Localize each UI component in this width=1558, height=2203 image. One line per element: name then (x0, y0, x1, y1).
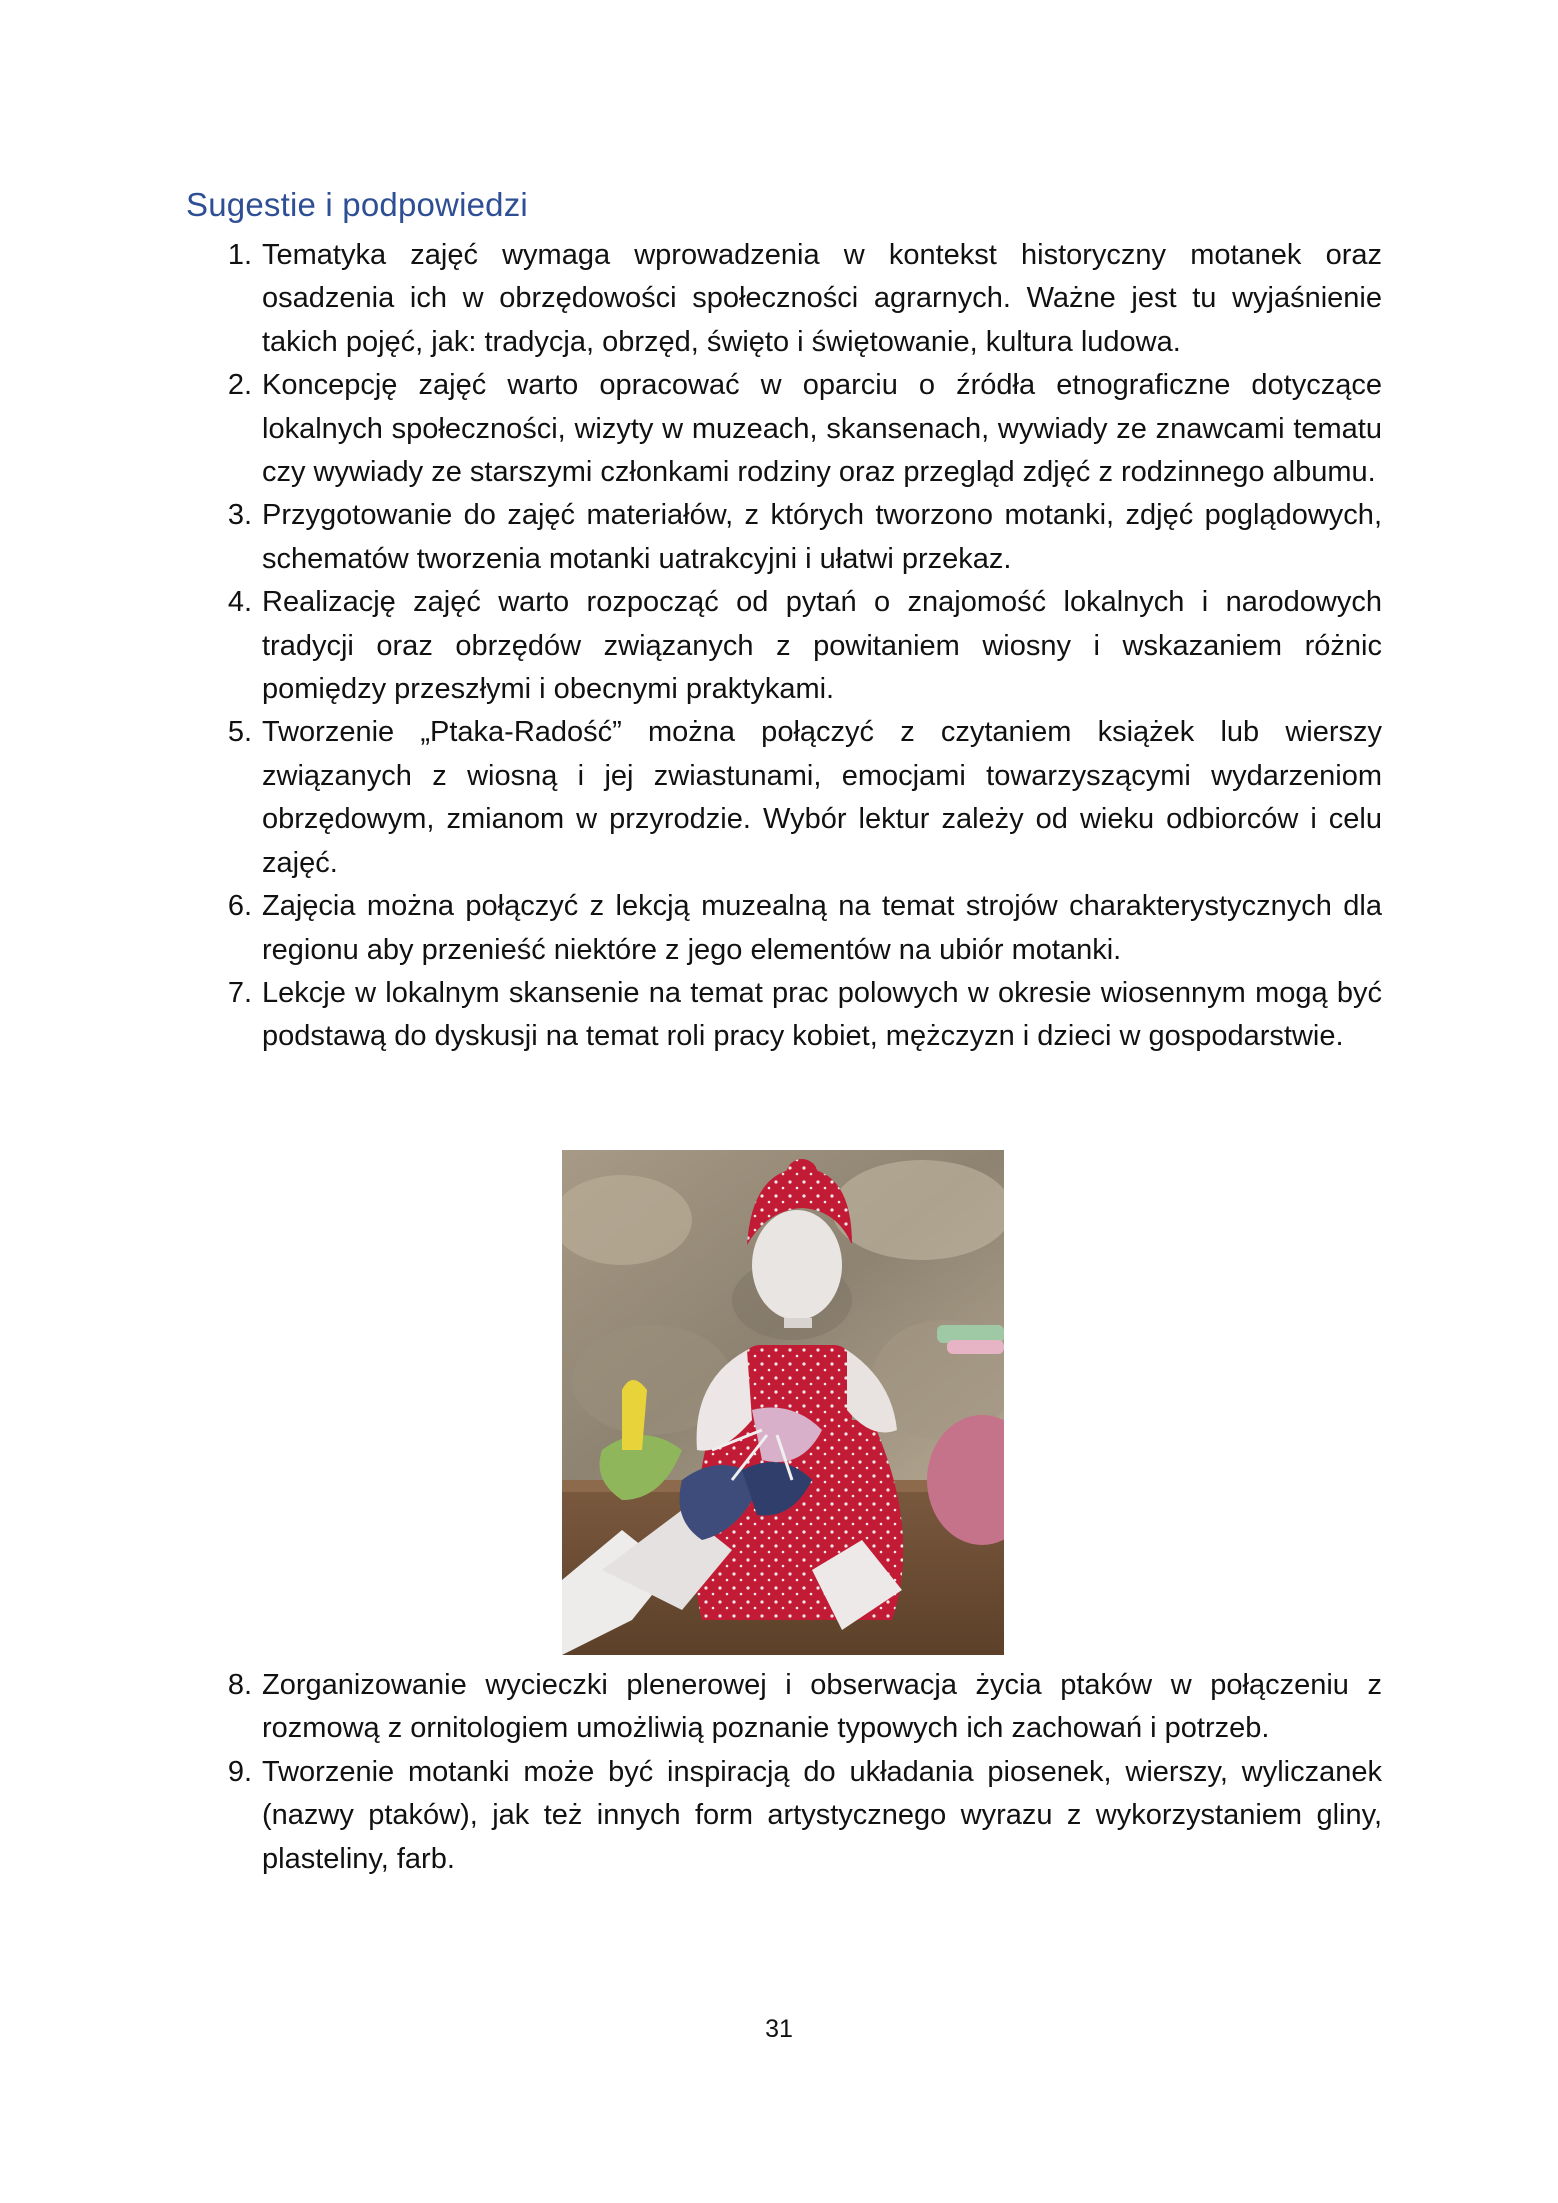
item-text: Tworzenie „Ptaka-Radość” można połączyć z czytaniem książek lub wierszy związanych z wiosną i jej zwiastunami, emocjami towarzyszącymi wydarzeniom obrzędowym, zmianom w przyrodzie. Wybór lektur zależy od wieku odbiorców i celu zajęć. (262, 716, 1382, 879)
item-text: Przygotowanie do zajęć materiałów, z których tworzono motanki, zdjęć poglądowych, schematów tworzenia motanki uatrakcyjni i ułatwi przekaz. (262, 499, 1382, 575)
item-text: Koncepcję zajęć warto opracować w oparciu o źródła etnograficzne dotyczące lokalnych społeczności, wizyty w muzeach, skansenach, wywiady ze znawcami tematu czy wywiady ze starszymi członkami rodziny oraz przegląd zdjęć z rodzinnego albumu. (262, 369, 1382, 489)
item-number: 8. (227, 1669, 252, 1701)
list-item (227, 364, 1382, 494)
list-item (227, 581, 1382, 711)
item-number: 2. (227, 369, 252, 402)
item-text: Tworzenie motanki może być inspiracją do układania piosenek, wierszy, wyliczanek (nazwy ptaków), jak też innych form artystycznego wyrazu z wykorzystaniem gliny, plasteliny, farb. (262, 1755, 1382, 1875)
item-number: 7. (227, 976, 252, 1009)
motanka-doll-photo (562, 1150, 1004, 1655)
item-text: Zorganizowanie wycieczki plenerowej i obserwacja życia ptaków w połączeniu z rozmową z ornitologiem umożliwią poznanie typowych ich zachowań i potrzeb. (262, 1669, 1382, 1745)
item-text: Lekcje w lokalnym skansenie na temat prac polowych w okresie wiosennym mogą być podstawą do dyskusji na temat roli pracy kobiet, mężczyzn i dzieci w gospodarstwie. (262, 976, 1382, 1053)
item-number: 4. (227, 586, 252, 619)
item-number: 3. (227, 499, 252, 532)
section-heading: Sugestie i podpowiedzi (186, 186, 528, 223)
item-text: Zajęcia można połączyć z lekcją muzealną na temat strojów charakterystycznych dla regionu aby przenieść niektóre z jego elementów na ubiór motanki. (262, 890, 1382, 966)
page-number: 31 (765, 2015, 793, 2043)
item-text: Tematyka zajęć wymaga wprowadzenia w kontekst historyczny motanek oraz osadzenia ich w obrzędowości społeczności agrarnych. Ważne jest tu wyjaśnienie takich pojęć, jak: tradycja, obrzęd, święto i świętowanie, kultura ludowa. (262, 239, 1382, 358)
motanka-doll-illustration (562, 1150, 1004, 1655)
list-item (227, 885, 1382, 972)
item-number: 6. (227, 890, 252, 923)
tips-list (0, 234, 1558, 1059)
item-number: 1. (227, 239, 252, 271)
list-item (227, 1664, 1382, 1751)
list-item (227, 972, 1382, 1059)
list-item (227, 234, 1382, 364)
tips-list-continued (0, 1664, 1558, 1881)
list-item (227, 711, 1382, 885)
item-number: 9. (227, 1755, 252, 1788)
item-number: 5. (227, 716, 252, 749)
item-text: Realizację zajęć warto rozpocząć od pytań o znajomość lokalnych i narodowych tradycji oraz obrzędów związanych z powitaniem wiosny i wskazaniem różnic pomiędzy przeszłymi i obecnymi praktykami. (262, 586, 1382, 706)
list-item (227, 1751, 1382, 1881)
list-item (227, 494, 1382, 581)
